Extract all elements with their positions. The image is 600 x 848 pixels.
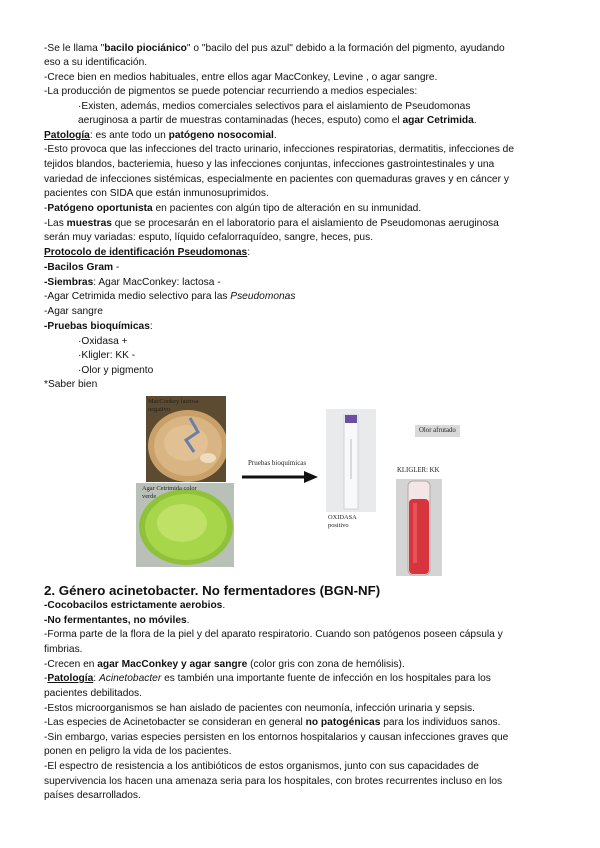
text-line: pacientes con SIDA que están inmunosuprimidos. [44,188,269,199]
text-line: -Se le llama "bacilo piociánico" o "bacilo del pus azul" debido a la formación del pigmento, ayudando [44,43,505,54]
text-line: -Estos microorganismos se han aislado de pacientes con neumonía, infección urinaria y sepsis. [44,703,475,714]
text-line: -Patología: Acinetobacter es también una importante fuente de infección en los hospitales para los [44,673,491,684]
text-line: -El espectro de resistencia a los antibióticos de estos organismos, junto con sus capacidades de [44,761,479,772]
text-line: -Sin embargo, varias especies persisten en los entornos hospitalarios y causan infecciones graves que [44,732,509,743]
text-line: -Crecen en agar MacConkey y agar sangre (color gris con zona de hemólisis). [44,659,405,670]
text-line: -La producción de pigmentos se puede potenciar recurriendo a medios especiales: [44,86,418,97]
text-line: -Patógeno oportunista en pacientes con algún tipo de alteración en su inmunidad. [44,203,422,214]
right-arrow-icon [240,470,320,484]
figure-label: Olor afrutado [415,425,460,437]
text-line: -Cocobacilos estrictamente aerobios. [44,600,226,611]
text-line: -Pruebas bioquímicas: [44,321,153,332]
text-line: -Las muestras que se procesarán en el laboratorio para el aislamiento de Pseudomonas aeruginosa [44,218,499,229]
section-heading: Protocolo de identificación Pseudomonas: [44,247,251,258]
text-line: aeruginosa a partir de muestras contaminadas (heces, esputo) como el agar Cetrimida. [78,115,477,126]
text-line: -Siembras: Agar MacConkey: lactosa - [44,277,221,288]
text-line: variedad de infecciones sistémicas, especialmente en pacientes con quemaduras graves y en cáncer y [44,174,509,185]
text-line: -Forma parte de la flora de la piel y del aparato respiratorio. Cuando son patógenos poseen cápsula y [44,629,503,640]
text-line: -Crece bien en medios habituales, entre ellos agar MacConkey, Levine , o agar sangre. [44,72,438,83]
text-line: ·Kligler: KK - [78,350,136,361]
figure-caption: KLIGLER: KK [397,467,440,474]
figure-caption: OXIDASA positivo [328,514,357,529]
text-line: países desarrollados. [44,790,141,801]
text-line: Patología: es ante todo un patógeno nosocomial. [44,130,277,141]
text-line: -Esto provoca que las infecciones del tracto urinario, infecciones respiratorias, dermatitis, infecciones de [44,144,514,155]
text-line: supervivencia los hacen una amenaza seria para los hospitales, con brotes recurrentes incluso en los [44,776,503,787]
text-line: -Las especies de Acinetobacter se consideran en general no patogénicas para los individuos sanos. [44,717,501,728]
text-line: -Agar sangre [44,306,103,317]
text-line: -No fermentantes, no móviles. [44,615,190,626]
kligler-tube-photo [396,479,442,576]
text-line: -Agar Cetrimida medio selectivo para las Pseudomonas [44,291,296,302]
section-title: 2. Género acinetobacter. No fermentadores (BGN-NF) [44,583,381,598]
text-line: ·Oxidasa + [78,336,128,347]
text-line: serán muy variadas: esputo, líquido cefalorraquídeo, sangre, heces, pus. [44,232,374,243]
text-line: ·Existen, además, medios comerciales selectivos para el aislamiento de Pseudomonas [78,101,471,112]
oxidase-strip-photo [326,409,376,512]
text-line: eso a su identificación. [44,57,148,68]
figure-caption: MacConkey lactosa negativo [148,398,199,413]
arrow-caption: Pruebas bioquímicas [248,459,307,467]
text-line: tejidos blandos, bacteriemia, hueso y las infecciones conjuntas, infecciones gastrointestinales y una [44,159,495,170]
text-line: *Saber bien [44,379,98,390]
text-line: pacientes debilitados. [44,688,142,699]
text-line: -Bacilos Gram - [44,262,120,273]
text-line: fimbrias. [44,644,83,655]
figure-caption: Agar Cetrimida color verde [142,485,197,500]
text-line: ·Olor y pigmento [78,365,154,376]
text-line: ponen en peligro la vida de los pacientes. [44,746,232,757]
